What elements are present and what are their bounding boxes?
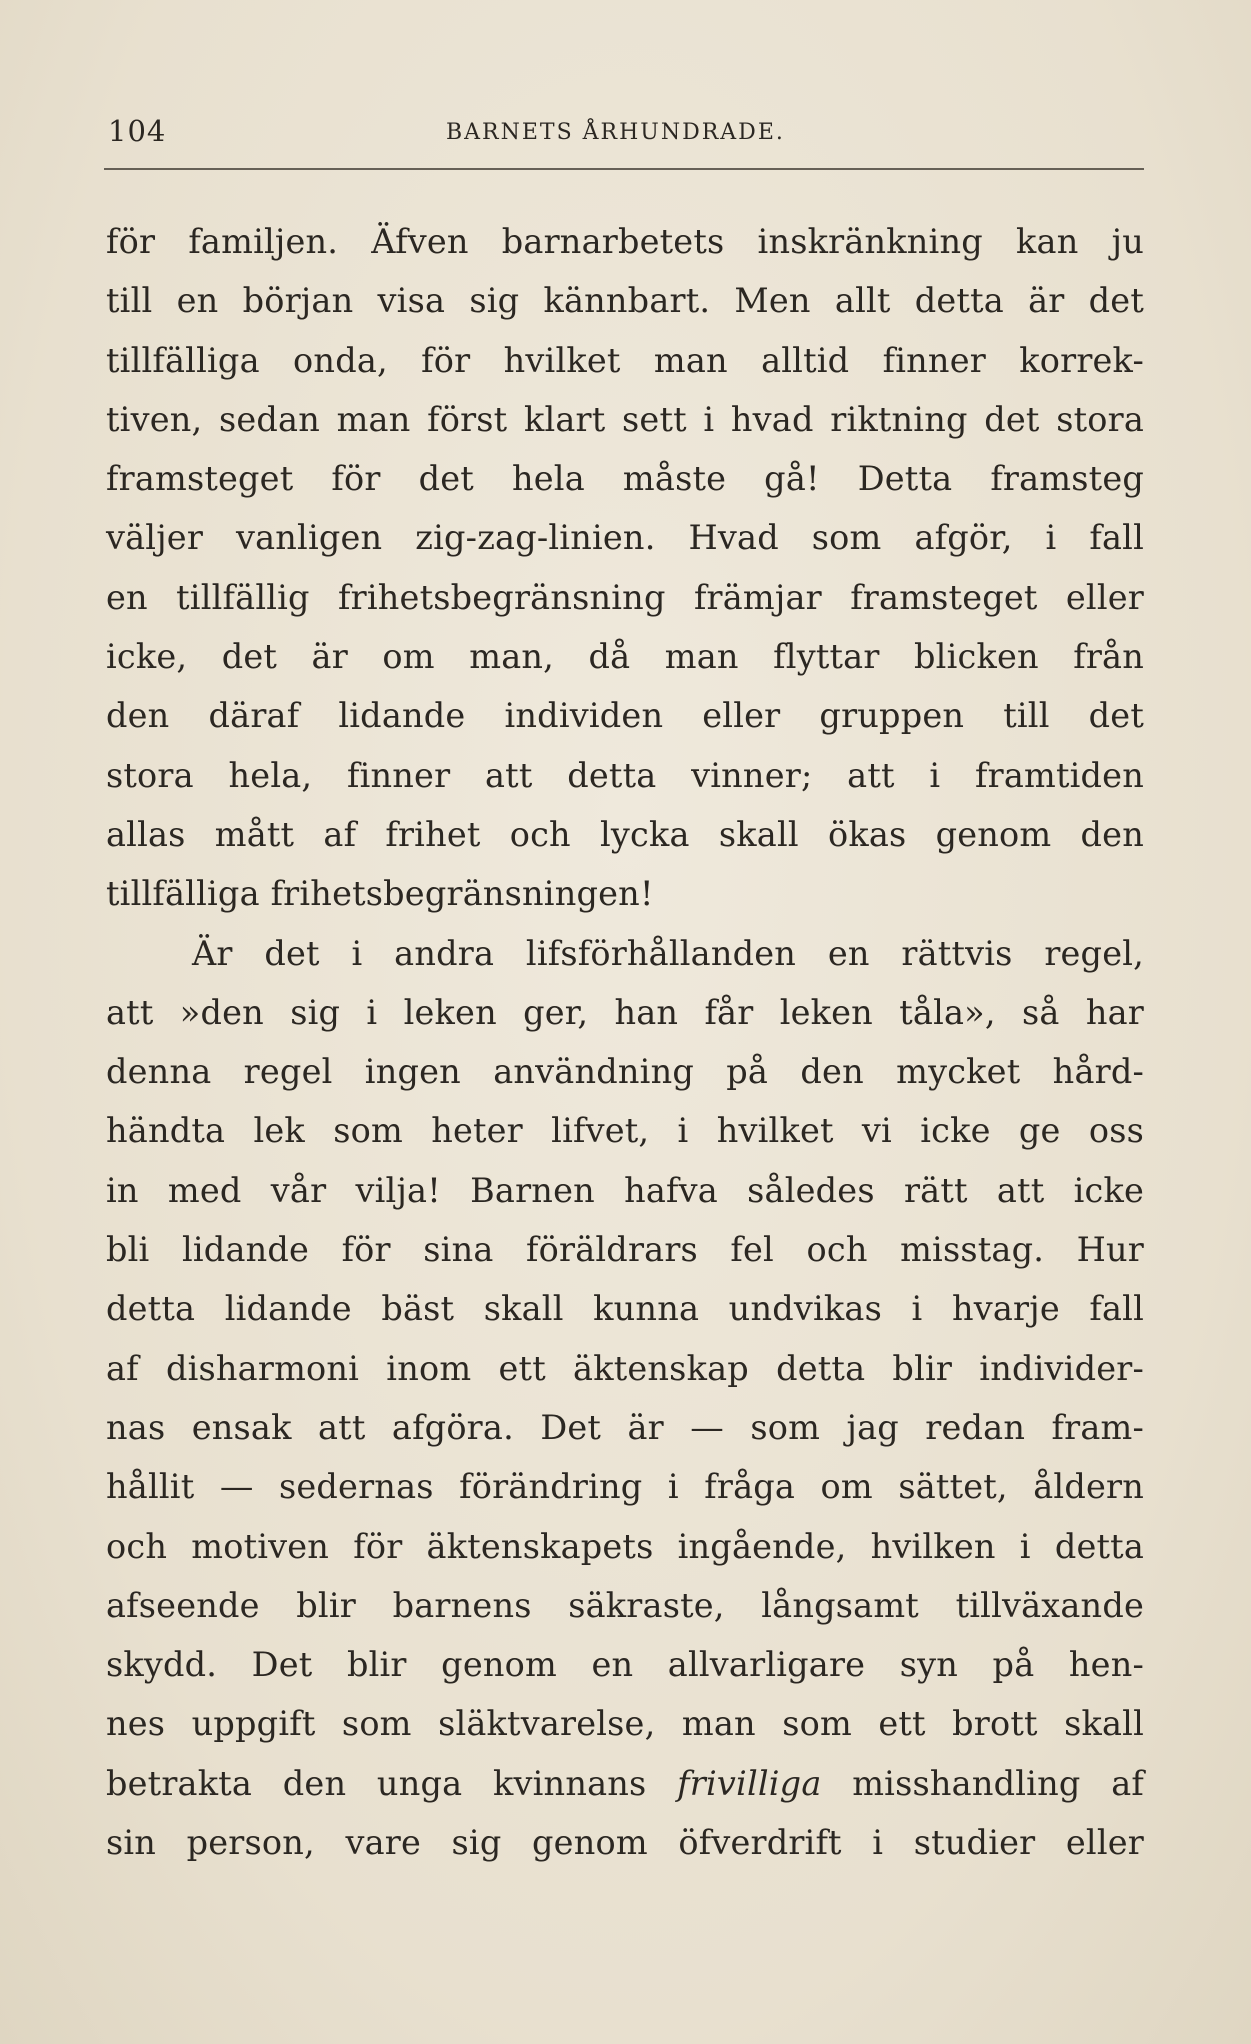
text-line: nes uppgift som släktvarelse, man som ett brott skall xyxy=(106,1704,1144,1744)
text-line: en tillfällig frihetsbegränsning främjar framsteget eller xyxy=(106,577,1144,617)
text-line: stora hela, finner att detta vinner; att i framtiden xyxy=(106,755,1144,795)
text-line: händta lek som heter lifvet, i hvilket vi icke ge oss xyxy=(106,1111,1144,1151)
text-line: väljer vanligen zig-zag-linien. Hvad som afgör, i fall xyxy=(106,518,1144,558)
text-line: för familjen. Äfven barnarbetets inskränkning kan ju xyxy=(106,222,1144,261)
paragraph-start-line: Är det i andra lifsförhållanden en rättvis regel, xyxy=(192,933,1144,973)
text-line: in med vår vilja! Barnen hafva således rätt att icke xyxy=(106,1170,1144,1210)
text-line: och motiven för äktenskapets ingående, hvilken i detta xyxy=(106,1526,1144,1566)
running-head xyxy=(108,112,1143,160)
body-text xyxy=(106,212,1144,1872)
running-title: BARNETS ÅRHUNDRADE. xyxy=(446,120,785,145)
line-end: misshandling af xyxy=(852,1763,1144,1803)
text-line: bli lidande för sina föräldrars fel och misstag. Hur xyxy=(106,1230,1144,1270)
text-line: denna regel ingen användning på den mycket hård- xyxy=(106,1052,1144,1092)
text-line: tillfälliga onda, för hvilket man alltid finner korrek- xyxy=(106,340,1144,380)
text-line: allas mått af frihet och lycka skall ökas genom den xyxy=(106,814,1144,854)
text-line-with-emphasis xyxy=(106,1754,1144,1813)
text-line: att »den sig i leken ger, han får leken tåla», så har xyxy=(106,992,1144,1032)
text-line: till en början visa sig kännbart. Men allt detta är det xyxy=(106,281,1144,321)
text-line: detta lidande bäst skall kunna undvikas i hvarje fall xyxy=(106,1289,1144,1329)
emphasized-word: frivilliga xyxy=(677,1763,822,1803)
text-line: den däraf lidande individen eller gruppen till det xyxy=(106,696,1144,736)
page-number: 104 xyxy=(108,114,167,148)
text-line: icke, det är om man, då man flyttar blicken från xyxy=(106,637,1144,677)
text-line: tiven, sedan man först klart sett i hvad riktning det stora xyxy=(106,399,1144,439)
text-line: af disharmoni inom ett äktenskap detta blir individer- xyxy=(106,1348,1144,1388)
text-line: skydd. Det blir genom en allvarligare syn på hen- xyxy=(106,1645,1144,1685)
text-line: afseende blir barnens säkraste, långsamt tillväxande xyxy=(106,1585,1144,1625)
text-line: hållit — sedernas förändring i fråga om sättet, åldern xyxy=(106,1467,1144,1507)
text-line: sin person, vare sig genom öfverdrift i studier eller xyxy=(106,1823,1144,1863)
header-rule xyxy=(104,168,1144,170)
text-line: framsteget för det hela måste gå! Detta framsteg xyxy=(106,459,1144,499)
text-line: nas ensak att afgöra. Det är — som jag redan fram- xyxy=(106,1407,1144,1447)
line-start: betrakta den unga kvinnans xyxy=(106,1763,647,1803)
paragraph-end-line: tillfälliga frihetsbegränsningen! xyxy=(106,874,654,914)
